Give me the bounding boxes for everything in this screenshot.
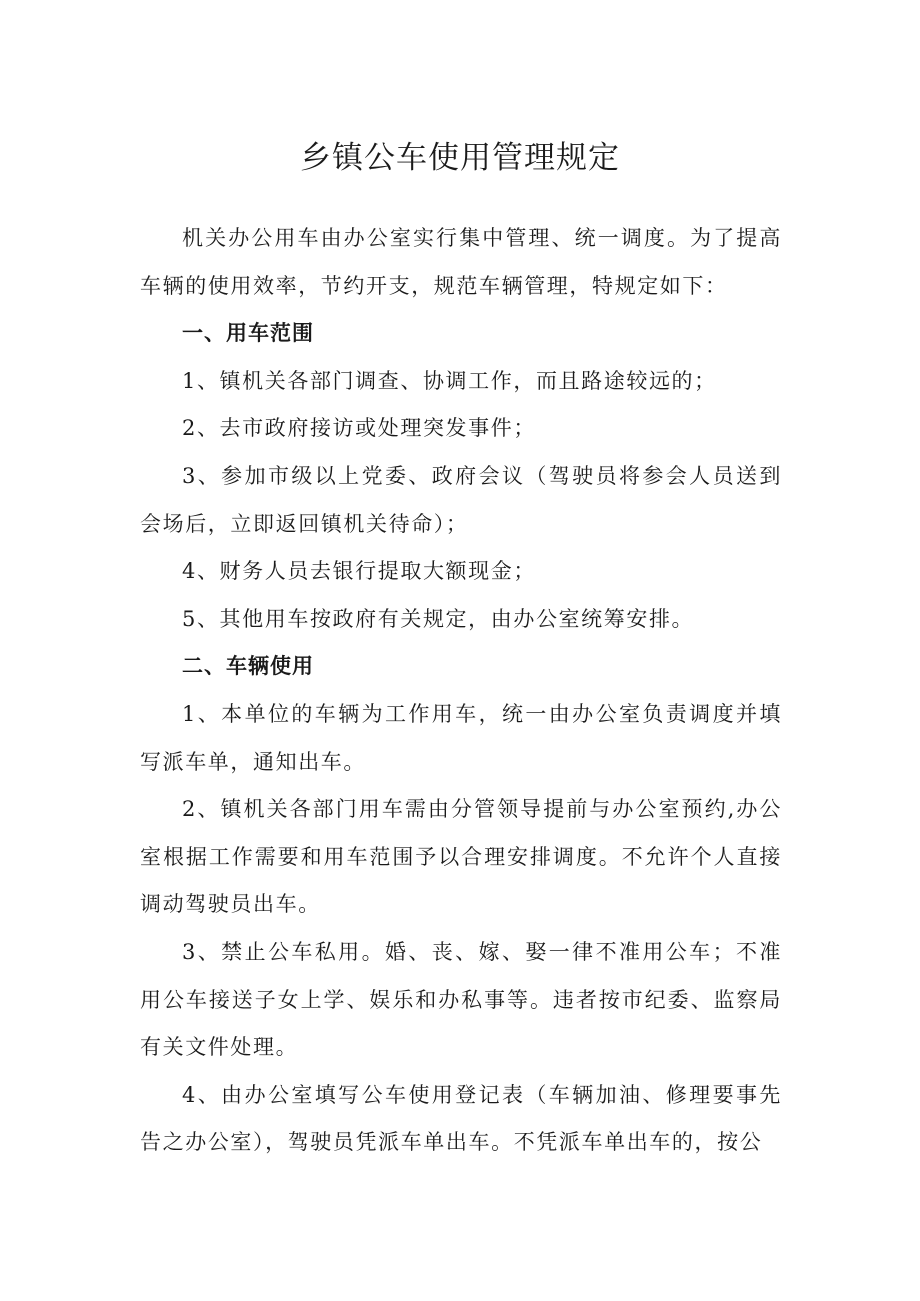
list-item: 1、本单位的车辆为工作用车，统一由办公室负责调度并填写派车单，通知出车。 (140, 701, 782, 774)
section-heading-vehicle-use: 二、车辆使用 (182, 654, 314, 679)
section-heading-vehicle-scope: 一、用车范围 (182, 321, 314, 346)
list-item: 2、镇机关各部门用车需由分管领导提前与办公室预约,办公室根据工作需要和用车范围予以合理安排调度。不允许个人直接调动驾驶员出车。 (140, 797, 782, 917)
list-item: 1、镇机关各部门调查、协调工作，而且路途较远的； (182, 368, 717, 393)
list-item: 4、财务人员去银行提取大额现金； (182, 559, 536, 584)
list-item: 3、参加市级以上党委、政府会议（驾驶员将参会人员送到会场后，立即返回镇机关待命）； (140, 463, 782, 536)
list-item: 2、去市政府接访或处理突发事件； (182, 416, 536, 441)
list-item: 3、禁止公车私用。婚、丧、嫁、娶一律不准用公车；不准用公车接送子女上学、娱乐和办私事等。违者按市纪委、监察局有关文件处理。 (140, 939, 782, 1060)
intro-paragraph: 机关办公用车由办公室实行集中管理、统一调度。为了提高车辆的使用效率，节约开支，规范车辆管理，特规定如下： (140, 226, 782, 298)
document-body (140, 215, 782, 1167)
list-item: 5、其他用车按政府有关规定，由办公室统筹安排。 (182, 606, 695, 631)
list-item: 4、由办公室填写公车使用登记表（车辆加油、修理要事先告之办公室），驾驶员凭派车单出车。不凭派车单出车的，按公 (140, 1082, 782, 1155)
document-title: 乡镇公车使用管理规定 (300, 140, 620, 176)
